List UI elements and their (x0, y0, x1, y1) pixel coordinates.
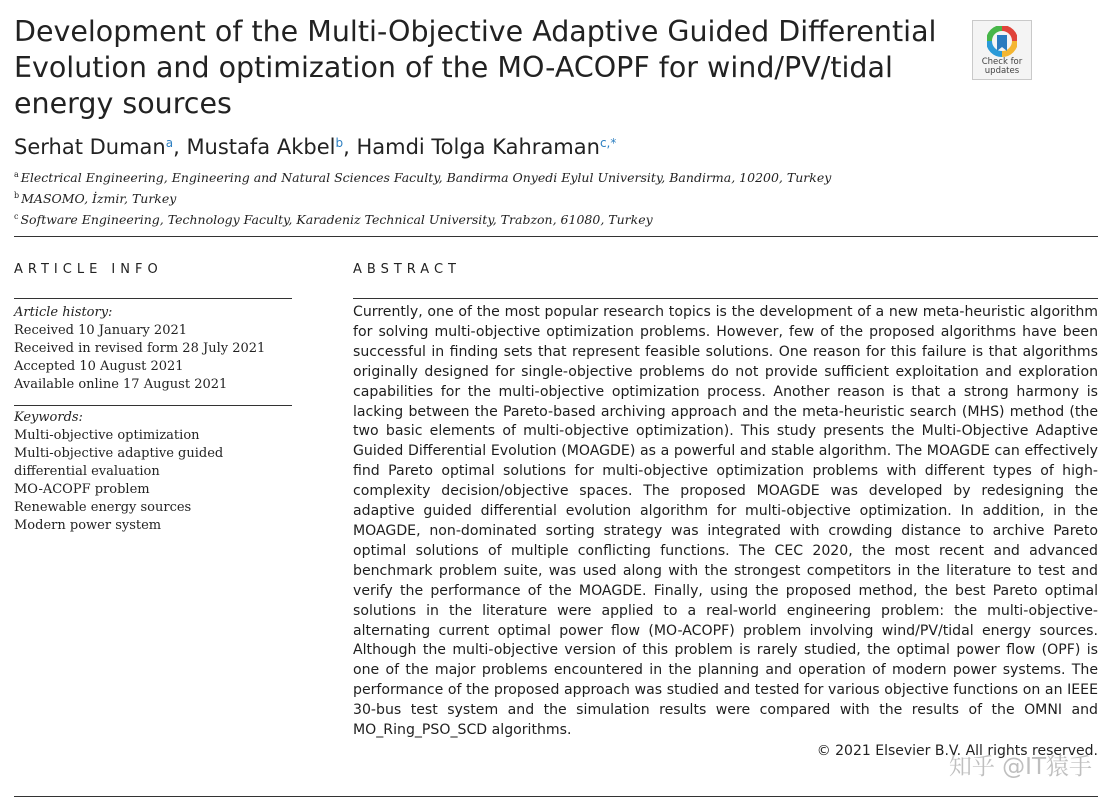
header-divider (14, 236, 1098, 237)
abstract-text: Currently, one of the most popular research topics is the development of a new meta-heuristic algorithm for solving multi-objective optimization problems. However, few of the proposed algorithms have been successful in finding sets that represent feasible solutions. One reason for this failure is that algorithms originally designed for single-objective problems do not provide sufficient exploitation and exploration capabilities for the multi-objective optimization process. Another reason is that a strong harmony is lacking between the Pareto-based archiving approach and the meta-heuristic search (MHS) method (the two basic elements of multi-objective optimization). This study presents the Multi-Objective Adaptive Guided Differential Evolution (MOAGDE) as a powerful and stable algorithm. The MOAGDE can effectively find Pareto optimal solutions for multi-objective optimization problems with different types of high-complexity decision/objective spaces. The proposed MOAGDE was developed by redesigning the adaptive guided differential evolution algorithm for multi-objective optimization. In addition, in the MOAGDE, non-dominated sorting strategy was integrated with crowding distance to archive Pareto optimal solutions of multiple conflicting functions. The CEC 2020, the most recent and advanced benchmark problem suite, was used along with the strongest competitors in the literature to test and verify the performance of the MOAGDE. Finally, using the proposed method, the best Pareto optimal solutions in the literature were applied to a real-world engineering problem: the multi-objective-alternating current optimal power flow (MO-ACOPF) problem involving wind/PV/tidal energy sources. Although the multi-objective version of this problem is rarely studied, the optimal power flow (OPF) is one of the major problems encountered in the planning and operation of modern power systems. The performance of the proposed approach was studied and tested for various objective functions on an IEEE 30-bus test system and the simulation results were compared with the results of the OMNI and MO_Ring_PSO_SCD algorithms. (353, 304, 1098, 739)
author-list (14, 129, 616, 161)
author-name: Mustafa Akbel (186, 135, 336, 159)
author-name: Serhat Duman (14, 135, 166, 159)
affiliation-mark: a (14, 170, 19, 179)
keywords-divider (14, 405, 292, 406)
paper-title: Development of the Multi-Objective Adaptive Guided Differential Evolution and optimization of the MO-ACOPF for wind/PV/tidal energy sources (14, 15, 937, 120)
affiliation-mark: c (14, 212, 19, 221)
keyword: Renewable energy sources (14, 500, 192, 515)
author-separator: , (173, 135, 187, 159)
affiliation-text: Electrical Engineering, Engineering and Natural Sciences Faculty, Bandirma Onyedi Eylul University, Bandirma, 10200, Turkey (20, 170, 832, 185)
keywords-label: Keywords: (14, 410, 83, 425)
affiliation (14, 208, 831, 229)
check-for-updates-badge[interactable] (972, 20, 1032, 80)
author-affiliation-mark[interactable]: a (165, 136, 174, 150)
article-info-heading: ARTICLE INFO (14, 262, 163, 277)
affiliation (14, 187, 831, 208)
author-affiliation-mark[interactable]: b (335, 136, 344, 150)
keywords (14, 409, 299, 535)
affiliation (14, 166, 831, 187)
abstract-heading: ABSTRACT (353, 262, 461, 277)
affiliation-text: Software Engineering, Technology Faculty, Karadeniz Technical University, Trabzon, 61080, Turkey (20, 212, 653, 227)
article-history-label: Article history: (14, 305, 113, 320)
keyword: Multi-objective adaptive guided differential evaluation (14, 446, 224, 479)
history-item: Received in revised form 28 July 2021 (14, 341, 266, 356)
affiliation-list (14, 166, 831, 229)
abstract-divider (353, 298, 1098, 299)
keyword: Multi-objective optimization (14, 428, 200, 443)
history-item: Available online 17 August 2021 (14, 377, 228, 392)
watermark: 知乎 @IT猿手 (948, 754, 1092, 780)
check-for-updates-icon (987, 26, 1017, 58)
affiliation-text: MASOMO, İzmir, Turkey (21, 191, 177, 206)
keyword: MO-ACOPF problem (14, 482, 150, 497)
footer-divider (14, 796, 1098, 797)
affiliation-mark: b (14, 191, 20, 200)
article-info-divider (14, 298, 292, 299)
article-history (14, 304, 265, 394)
keyword: Modern power system (14, 518, 162, 533)
author-separator: , (343, 135, 357, 159)
author-name: Hamdi Tolga Kahraman (356, 135, 600, 159)
author-affiliation-mark[interactable]: c,* (599, 136, 617, 150)
history-item: Accepted 10 August 2021 (14, 359, 184, 374)
check-for-updates-label: Check for updates (981, 57, 1023, 76)
copyright-notice: © 2021 Elsevier B.V. All rights reserved. (816, 743, 1098, 759)
history-item: Received 10 January 2021 (14, 323, 188, 338)
